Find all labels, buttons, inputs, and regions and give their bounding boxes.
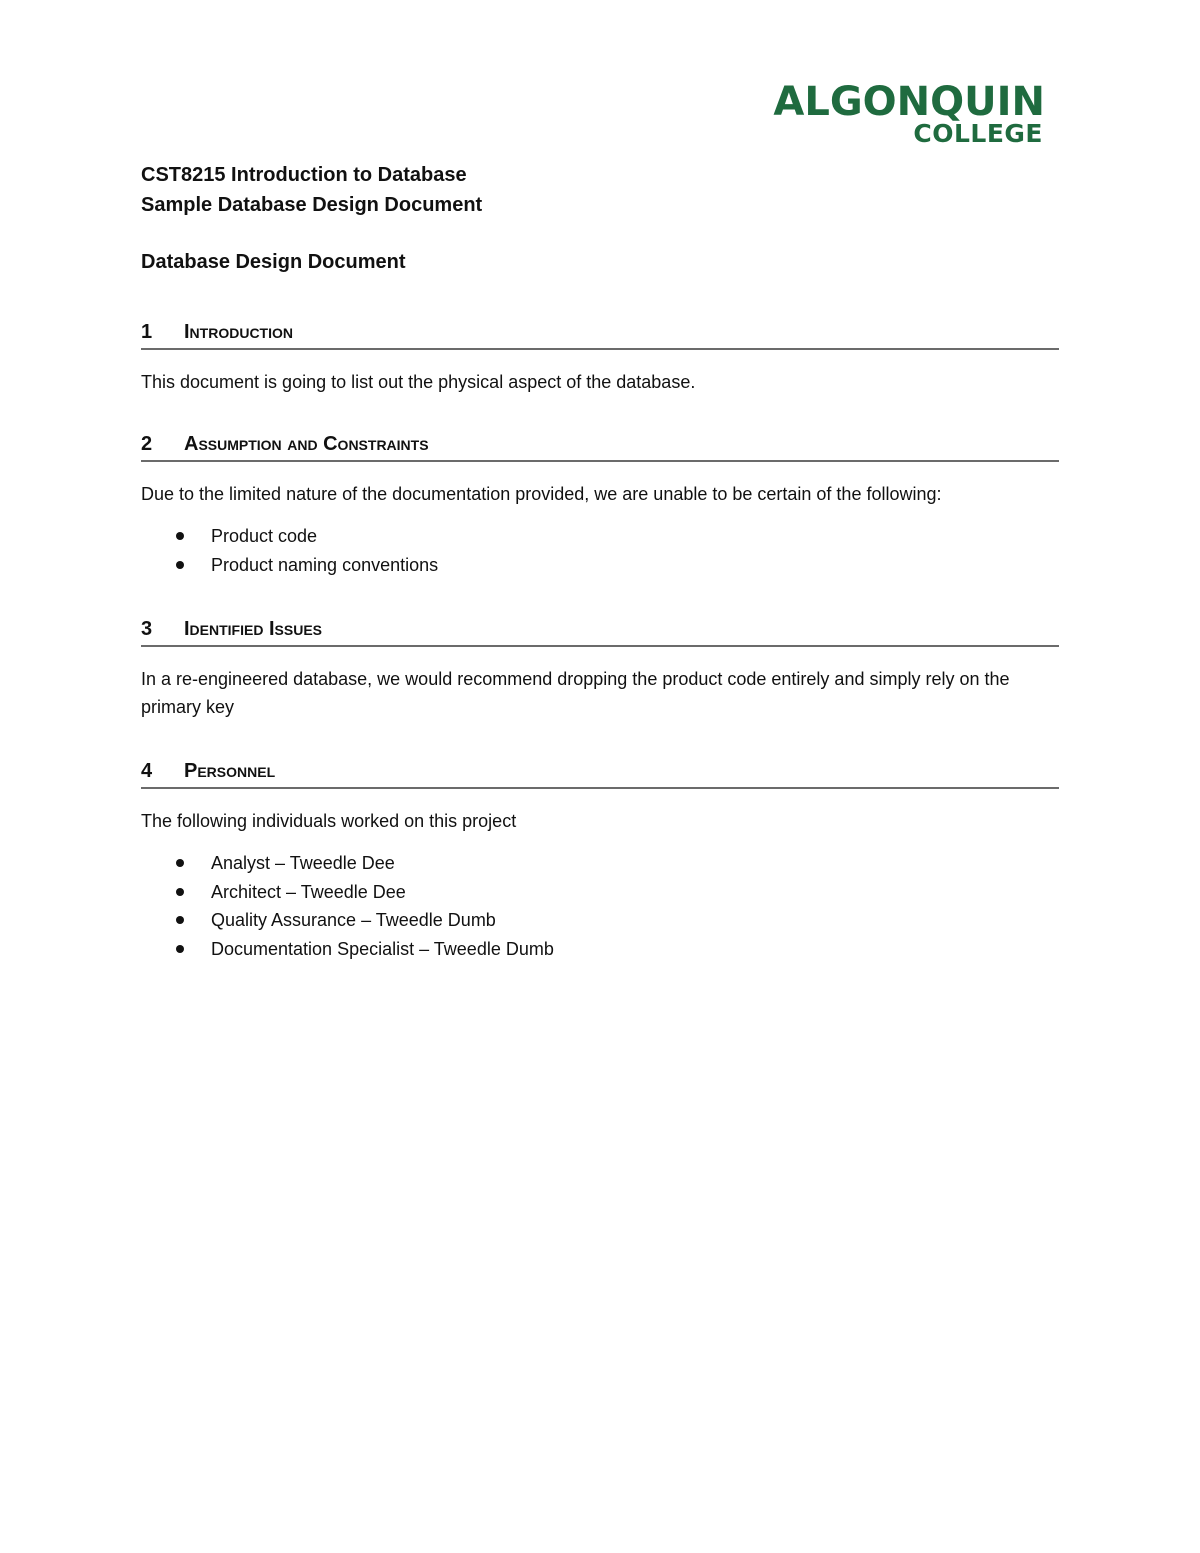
section-body: Due to the limited nature of the documentation provided, we are unable to be certain of the following: — [141, 484, 942, 504]
document-title: Database Design Document — [141, 251, 406, 273]
list-item — [141, 849, 1059, 878]
section-heading — [141, 318, 1059, 350]
section-heading — [141, 757, 1059, 789]
logo-line-2: COLLEGE — [913, 119, 1043, 148]
section-assumptions — [141, 430, 1059, 579]
bullet-icon — [176, 888, 184, 896]
list-item — [141, 878, 1059, 907]
list-item — [141, 522, 1059, 551]
section-number: 2 — [141, 433, 153, 455]
section-identified-issues — [141, 615, 1059, 721]
bullet-icon — [176, 561, 184, 569]
list-item-text: Quality Assurance – Tweedle Dumb — [211, 910, 496, 930]
bullet-icon — [176, 916, 184, 924]
section-title: Introduction — [184, 321, 293, 343]
section-heading — [141, 615, 1059, 647]
list-item — [141, 551, 1059, 580]
list-item-text: Architect – Tweedle Dee — [211, 881, 406, 902]
list-item-text: Product code — [211, 526, 318, 546]
section-body: The following individuals worked on this project — [141, 811, 517, 831]
section-title: Personnel — [184, 760, 276, 782]
list-item-text: Product naming conventions — [211, 554, 439, 575]
bullet-icon — [176, 859, 184, 867]
list-item — [141, 906, 1059, 935]
section-personnel — [141, 757, 1059, 963]
section-number: 1 — [141, 321, 153, 343]
course-title: CST8215 Introduction to Database — [141, 164, 467, 186]
section-title: Assumption and Constraints — [184, 433, 429, 455]
document-subtitle: Sample Database Design Document — [141, 194, 483, 216]
section-body: In a re-engineered database, we would recommend dropping the product code entirely and simply rely on the primary key — [141, 669, 1010, 717]
section-title: Identified Issues — [184, 618, 323, 640]
bullet-icon — [176, 945, 184, 953]
bullet-list — [141, 849, 1059, 963]
section-introduction — [141, 318, 1059, 396]
section-number: 3 — [141, 618, 153, 640]
list-item — [141, 935, 1059, 964]
section-body: This document is going to list out the physical aspect of the database. — [141, 372, 696, 392]
document-content — [141, 160, 1059, 963]
section-number: 4 — [141, 760, 153, 782]
bullet-list — [141, 522, 1059, 579]
list-item-text: Analyst – Tweedle Dee — [211, 853, 395, 873]
algonquin-college-logo — [760, 80, 1045, 150]
bullet-icon — [176, 532, 184, 540]
list-item-text: Documentation Specialist – Tweedle Dumb — [211, 938, 554, 959]
logo-line-1: ALGONQUIN — [773, 79, 1045, 125]
section-heading — [141, 430, 1059, 462]
